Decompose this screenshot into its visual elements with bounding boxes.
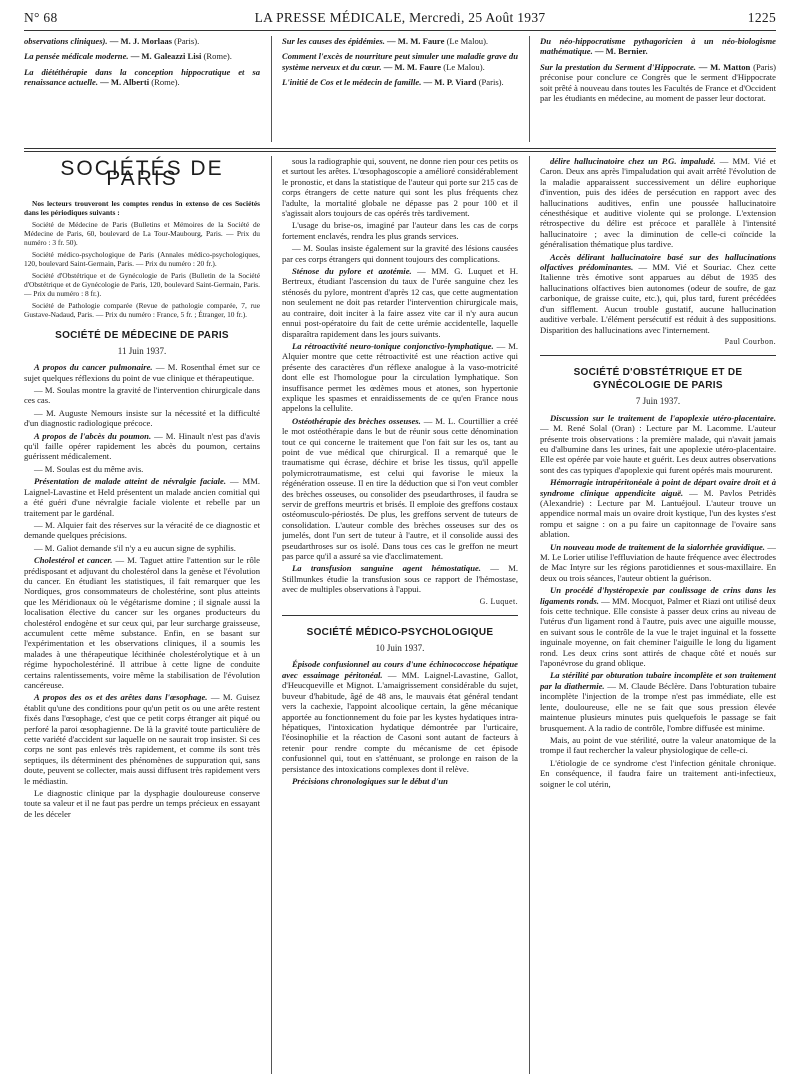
- item-title: La pensée médicale moderne.: [24, 51, 129, 62]
- item-author: — M. Bernier.: [594, 46, 648, 57]
- paragraph: [282, 416, 518, 562]
- paragraph-text: — MM. Mocquot, Palmer et Riazi ont utilisé deux fois cette technique. Elle consiste à passer deux crins au niveau de l'utérus d'un ligament rond à l'autre, puis avec une aiguille mousse, en suivant sous le contrôle de la vue le trajet inguinal et la fossette inguinale moyenne, on fait cheminer l'aiguille le long du ligament rond. Les deux crins sont attirés de chaque côté et noués sur l'aponévrose du grand oblique.: [540, 595, 776, 669]
- journal-entry: Société d'Obstétrique et de Gynécologie de Paris (Bulletin de la Société d'Obstétrique et de Gynécologie de Paris, 120, boulevard Saint-Germain, Paris. — Prix du numéro : 8 fr.).: [24, 270, 260, 298]
- paragraph-text: Mais, au point de vue stérilité, outre la valeur anatomique de la trompe il faut rechercher la valeur physiologique de celle-ci.: [540, 734, 776, 756]
- paragraph-text: — M. Pavlos Petridès (Alexandrie) : Lecture par M. Lantuéjoul. L'auteur trouve un appendice normal mais un ovaire droit kystique, l'un des kystes s'est rompu et saigne : on a pu faire un capitonnage de l'ovaire sans ablation.: [540, 487, 776, 540]
- paragraph-text: — M. Galiot demande s'il n'y a eu aucun signe de syphilis.: [34, 542, 236, 553]
- congress-item: [282, 51, 518, 72]
- paragraph-text: — M. Hinault n'est pas d'avis qu'il faille opérer rapidement les abcès du poumon, certains guérissent médicalement.: [24, 430, 260, 462]
- paragraph-text: — M. René Solal (Oran) : Lecture par M. Lacomme. L'auteur présente trois observations : la première malade, qui n'avait jamais eu d'albumine dans les urines, fait une apoplexie utéro-placentaire. Elle est opérée par voie haute et guérit. Les deux autres observations sont des cas typiques d'apoplexie qui furent opérés mais moururent.: [540, 423, 776, 475]
- intro-text: Nos lecteurs trouveront les comptes rendus in extenso de ces Sociétés dans les périodiques suivants :: [24, 198, 260, 217]
- top-column-2: [282, 36, 518, 146]
- paragraph-heading: Précisions chronologiques sur le début d'un: [292, 775, 448, 786]
- smpsy-date: 10 Juin 1937.: [375, 643, 425, 654]
- paragraph-heading: La stérilité par obturation tubaire incomplète et son traitement par la diathermie.: [540, 670, 776, 691]
- issue-number: N° 68: [24, 10, 58, 25]
- top-column-1: [24, 36, 260, 146]
- journal-entry: Société médico-psychologique de Paris (Annales médico-psychologiques, 120, boulevard Saint-Germain, Paris. — Prix du numéro : 20 fr.).: [24, 249, 260, 268]
- congress-item: [282, 77, 518, 87]
- paragraph: [24, 464, 260, 474]
- paragraph-text: — M. Auguste Nemours insiste sur la nécessité et la difficulté d'un diagnostic radiologique précoce.: [24, 407, 260, 429]
- paragraph-text: — MM. G. Luquet et H. Bertreux, étudiant l'ascension du taux de l'urée sanguine chez les sténosés du pylore, montrent d'après 12 cas, que cette augmentation non seulement ne doit pas retarder l'intervention chirurgicale mais, au contraire, doit inciter à la faire assez vite car il n'y aura aucun ennui post-opératoire du fait de cette urémie accidentelle, laquelle disparaîtra rapidement dans les jours suivants.: [282, 266, 518, 339]
- paragraph: [282, 341, 518, 414]
- congress-item: [24, 51, 260, 61]
- paragraph: [540, 758, 776, 789]
- paragraph: [540, 413, 776, 475]
- paragraph-text: — M. L. Courtillier a créé le mot ostéothérapie dans le but de réunir sous cette dénomination tout ce qui concerne le traitement que l'on fait sur les os, tant au point de vue médical que chirurgical. Il a remarqué que le traumatisme qui écrase, déchire et brise les tissus, qu'il appelle polymicrotraumatisme, est celui qui favorise le mieux la régénération osseuse. Il en tire la déduction que si l'on veut combler des brèches osseuses, ou consolider des pseudarthroses, il faudra se servir de greffons meurtris et brisés. Il emploie des greffons costaux ostéomusculo-périostés. De plus, les greffons servent de tuteurs de consolidation. L'auteur comble des brèches osseuses sur des os jumelés, dont l'un sert de tuteur à l'autre, et il consolide aussi des pseudarthroses sur os isolé. Dans tous ces cas le greffon ne meurt pas parce qu'il a assuré sa vie d'acclimatement.: [282, 415, 518, 562]
- paragraph-heading: Un nouveau mode de traitement de la sialorrhée gravidique.: [550, 541, 765, 552]
- item-text: (Paris) préconise pour conclure ce Congrès que le serment d'Hippocrate soit prêté à nouveau dans toutes les Facultés de France et d'Occident par les étudiants en médecine, au moment de passer leur doctorat.: [540, 61, 776, 104]
- paragraph: [540, 670, 776, 732]
- paragraph-text: — M. Claude Béclère. Dans l'obturation tubaire incomplète l'injection de la trompe n'est pas immédiate, elle est lente, douloureuse, elle ne se fait que sous pression élevée maintenue plusieurs minutes puis quelquefois le passage se fait brusquement. A la radio de contrôle, l'ombre diffusée est minime.: [540, 680, 776, 733]
- paragraph: [540, 735, 776, 756]
- paragraph-text: Le diagnostic clinique par la dysphagie douloureuse conserve toute sa valeur et il ne faut pas perdre un temps précieux en essayant de les déceler: [24, 788, 260, 819]
- column-rule: [529, 156, 530, 1074]
- item-author: — M. M. Faure: [387, 36, 445, 46]
- item-title: L'initié de Cos et le médecin de famille.: [282, 77, 422, 88]
- item-title: Du néo-hippocratisme pythagoricien à un néo-biologisme mathématique.: [540, 36, 776, 57]
- paragraph: [24, 543, 260, 553]
- item-title: Comment l'excès de nourriture peut simuler une maladie grave du système nerveux et du cœur.: [282, 51, 518, 72]
- paragraph-heading: A propos des os et des arêtes dans l'œsophage.: [34, 692, 208, 703]
- paragraph: [540, 252, 776, 335]
- sog-title: SOCIÉTÉ D'OBSTÉTRIQUE ET DE GYNÉCOLOGIE DE PARIS: [573, 367, 743, 392]
- item-text: (Paris).: [478, 77, 504, 88]
- section-rule: [24, 148, 776, 149]
- paragraph-heading: La rétroactivité neuro-tonique conjonctivo-lymphatique.: [292, 340, 494, 351]
- paragraph: [24, 476, 260, 518]
- paragraph: [540, 156, 776, 250]
- item-author: — M. Alberti: [100, 77, 150, 88]
- paragraph-heading: Cholestérol et cancer.: [34, 555, 113, 566]
- paragraph-heading: Accès délirant hallucinatoire basé sur des hallucinations olfactives prédominantes.: [540, 251, 776, 273]
- congress-item: [540, 36, 776, 57]
- item-title: Sur la prestation du Serment d'Hippocrate.: [540, 61, 696, 72]
- paragraph-text: — MM. Vié et Caron. Deux ans après l'impaludation qui avait arrêté l'évolution de la maladie apparaissent successivement un délire euphorique d'invention, puis des idées de persécution en rapport avec des hallucinations auditives, enfin une poussée hallucinatoire cénesthésique et auditive violente qui se prolonge. L'extension rétrospective du délire est précoce et parallèle à l'intensité hallucinatoire ; avec la diminution de celle-ci coïncide la généralisation thématique plus tardive.: [540, 156, 776, 250]
- item-title: La diététhérapie dans la conception hippocratique et sa renaissance actuelle.: [24, 66, 260, 88]
- journal-entry: Société de Médecine de Paris (Bulletins et Mémoires de la Société de Médecine de Paris, 60, boulevard de La Tour-Maubourg, Paris. — Prix du numéro : 3 fr. 50).: [24, 219, 260, 247]
- paragraph: [282, 243, 518, 264]
- paragraph-text: — M. Rosenthal émet sur ce sujet quelques réflexions du point de vue clinique et thérapeutique.: [24, 362, 260, 383]
- column-rule: [529, 36, 530, 142]
- paragraph-text: L'étiologie de ce syndrome c'est l'infection génitale chronique. En conséquence, il faudra faire un traitement anti-infectieux, soigner le col utérin,: [540, 757, 776, 789]
- paragraph-text: — M. Soulas insiste également sur la gravité des lésions causées par ces corps étrangers qui donnent toujours des complications.: [282, 243, 518, 264]
- paragraph-text: — M. Taguet attire l'attention sur le rôle prédisposant et adjuvant du cholestérol dans la genèse et l'évolution du cancer. En étudiant les statistiques, il fait remarquer que les Nordiques, gros consommateurs de cholestérine, sont plus atteints que les Méridionaux où le végétarisme domine ; il signale aussi la localisation élective du cancer sur les organes producteurs du cholestérol endogène et sur ceux qui, par leur surcharge graisseuse, accumulent cette même substance. Enfin, en se basant sur l'expérimentation et les observations cliniques, il a soumis les malades à une thérapeutique lécithinée cholestérolytique et à un régime hypocholestériné. Il attribue à cette ligne de conduite certains ralentissements, voire même la stabilisation de l'évolution cancéreuse.: [24, 555, 260, 690]
- rule: [540, 355, 776, 356]
- paragraph: [24, 788, 260, 819]
- signature: Paul Courbon.: [724, 336, 776, 346]
- publication-title: LA PRESSE MÉDICALE, Mercredi, 25 Août 1937: [254, 10, 546, 25]
- paragraph-heading: Épisode confusionnel au cours d'une échinococcose hépatique avec essaimage péritonéal.: [282, 659, 518, 680]
- item-author: — M. Matton: [698, 61, 751, 72]
- paragraph: [24, 431, 260, 462]
- paragraph: [282, 156, 518, 218]
- sog-date: 7 Juin 1937.: [635, 396, 681, 407]
- column-2: [282, 156, 518, 1074]
- item-author: — M. M. Faure: [383, 61, 442, 72]
- congress-item: [24, 67, 260, 88]
- section-title: SOCIÉTÉS DE PARIS: [60, 157, 224, 191]
- paragraph-text: — M. Le Lorier utilise l'effluviation de haute fréquence avec électrodes de Mac Intyre sur les régions parotidiennes et sous-maxillaire. En deux ou trois séances, l'auteur obtient la guérison.: [540, 541, 776, 583]
- paragraph: [24, 362, 260, 383]
- item-text: (Le Malou).: [446, 36, 489, 46]
- journal-entry: Société de Pathologie comparée (Revue de pathologie comparée, 7, rue Gustave-Nadaud, Paris. — Prix du numéro : France, 5 fr. ; Étranger, 10 fr.).: [24, 300, 260, 319]
- smp-date: 11 Juin 1937.: [117, 345, 167, 356]
- paragraph-heading: Un procédé d'hystéropexie par coulissage de crins dans les ligaments ronds.: [540, 585, 776, 606]
- paragraph-heading: Ostéothérapie des brèches osseuses.: [292, 415, 421, 426]
- item-title: observations cliniques).: [24, 36, 108, 46]
- paragraph: [24, 555, 260, 690]
- paragraph-text: — M. Soulas est du même avis.: [34, 463, 144, 474]
- smpsy-title: SOCIÉTÉ MÉDICO-PSYCHOLOGIQUE: [306, 627, 494, 639]
- paragraph-heading: Discussion sur le traitement de l'apoplexie utéro-placentaire.: [550, 412, 776, 423]
- paragraph-text: — M. Guisez établit qu'une des conditions pour qu'un petit os ou une arête restent fixés dans l'œsophage, c'est que ce petit corps étranger ait piqué ou perforé la paroi œsophagienne. De là la gravité toute particulière de cette variété d'accident sur laquelle on ne saurait trop insister. Si ces corps ne sont pas enlevés très rapidement, et comme ils sont très septiques, ils déterminent des phénomènes de suppuration qui, sans doute, peuvent se collecter, mais aussi diffusent très rapidement vers le médiastin.: [24, 692, 260, 786]
- paragraph-heading: A propos de l'abcès du poumon.: [34, 430, 152, 441]
- item-author: — M. Galeazzi Lisi: [130, 51, 202, 62]
- paragraph-heading: La transfusion sanguine agent hémostatique.: [292, 563, 481, 574]
- signature: G. Luquet.: [479, 596, 518, 606]
- column-rule: [271, 156, 272, 1074]
- paragraph: [282, 563, 518, 594]
- column-1: [24, 156, 260, 1074]
- top-column-3: [540, 36, 776, 146]
- paragraph-text: — M. Alquier montre que cette rétroactivité est une réaction active qui présente des caractères d'un réflexe analogue à la vaso-motricité dont elle est l'homologue pour la circulation lymphatique. Son insuffisance permet les œdèmes mous et atones, son hypertonie explique les spasmes et enraidissements de ce qu'en France nous appelons la cellulite.: [282, 340, 518, 414]
- page-number: 1225: [747, 10, 776, 25]
- column-3: [540, 156, 776, 1074]
- paragraph-heading: délire hallucinatoire chez un P.G. impaludé.: [550, 156, 716, 166]
- item-author: — M. J. Morlaas: [109, 36, 173, 46]
- paragraph-heading: A propos du cancer pulmonaire.: [34, 362, 153, 373]
- paragraph-text: L'usage du brise-os, imaginé par l'auteur dans les cas de corps fortement enclavés, rendra les plus grands services.: [282, 220, 518, 241]
- paragraph: [540, 542, 776, 584]
- paragraph: [24, 408, 260, 429]
- paragraph-text: — MM. Laignel-Lavastine, Gallot, d'Heucqueville et Mignot. L'amaigrissement considérable du sujet, buveur d'habitude, âgé de 48 ans, le mauvais état général tendant vers la cachexie, l'appoint alcoolique certain, la gêne mécanique apportée au fonctionnement du foie par les kystes hydatiques intra-hépatiques, l'intoxication hydatique démontrée par l'urticaire, l'éosinophilie et la réaction de Casoni sont autant de facteurs à retenir pour rendre compte du mécanisme de cet épisode confusionnel qui, tout en s'atténuant, se prolonge en raison de la persistance des intoxications complexes dont il relève.: [282, 669, 518, 774]
- journals-note: [24, 199, 260, 319]
- paragraph: [282, 776, 518, 786]
- congress-item: [540, 62, 776, 104]
- paragraph-heading: Sténose du pylore et azotémie.: [292, 266, 412, 277]
- section-rule: [24, 151, 776, 152]
- paragraph-text: — MM. Laignel-Lavastine et Held présentent un malade ancien comitial qui a été guéri d'une névralgie faciale violente et rebelle par un traitement par le gardénal.: [24, 476, 260, 518]
- column-rule: [271, 36, 272, 142]
- paragraph-text: sous la radiographie qui, souvent, ne donne rien pour ces petits os et surtout les arêtes. L'œsophagoscopie a amélioré considérablement le pronostic, et dans la statistique de l'auteur qui porte sur 215 cas de corps étrangers de cette nature qui sont les plus fréquents chez l'adulte, la mortalité globale ne dépasse pas 2 pour 100 et il s'agissait alors toujours de cas opérés très tardivement.: [282, 156, 518, 219]
- paragraph-text: — M. Stillmunkes étudie la transfusion sous ce rapport de l'hémostase, avec de multiples observations à l'appui.: [282, 563, 518, 595]
- paragraph: [282, 659, 518, 773]
- paragraph: [24, 692, 260, 786]
- paragraph: [540, 585, 776, 668]
- item-text: (Rome).: [203, 51, 232, 62]
- rule: [282, 615, 518, 616]
- congress-item: [24, 36, 260, 46]
- item-text: (Le Malou).: [443, 61, 485, 72]
- page-header: [24, 6, 776, 28]
- item-title: Sur les causes des épidémies.: [282, 36, 385, 46]
- paragraph: [282, 220, 518, 241]
- smp-title: SOCIÉTÉ DE MÉDECINE DE PARIS: [55, 329, 229, 341]
- paragraph-heading: Présentation de malade atteint de névralgie faciale.: [34, 476, 227, 487]
- paragraph-text: — M. Alquier fait des réserves sur la véracité de ce diagnostic et demande quelques précisions.: [24, 519, 260, 541]
- paragraph: [540, 477, 776, 539]
- item-text: (Rome).: [151, 77, 180, 88]
- item-text: (Paris).: [174, 36, 200, 46]
- paragraph: [24, 520, 260, 541]
- header-rule: [24, 30, 776, 31]
- paragraph-text: — M. Soulas montre la gravité de l'intervention chirurgicale dans ces cas.: [24, 385, 260, 406]
- item-author: — M. P. Viard: [423, 77, 477, 88]
- paragraph: [24, 385, 260, 406]
- paragraph: [282, 266, 518, 339]
- paragraph-text: — MM. Vié et Souriac. Chez cette Italienne très émotive sont apparues au début de 1935 des hallucinations olfactives bien autonomes (odeur de soufre, de gaz carbonique, de graisse cuite, etc.), qui, plus tard, furent précédées d'un sifflement. Aucun trouble gustatif, aucune hallucination auditive verbale. L'élément persécutif est réduit à des suppositions. Disparition des hallucinations avec l'internement.: [540, 262, 776, 335]
- paragraph-heading: Hémorragie intrapéritonéale à point de départ ovaire droit et à syndrome clinique appendicite aiguë.: [540, 477, 776, 498]
- congress-item: [282, 36, 518, 46]
